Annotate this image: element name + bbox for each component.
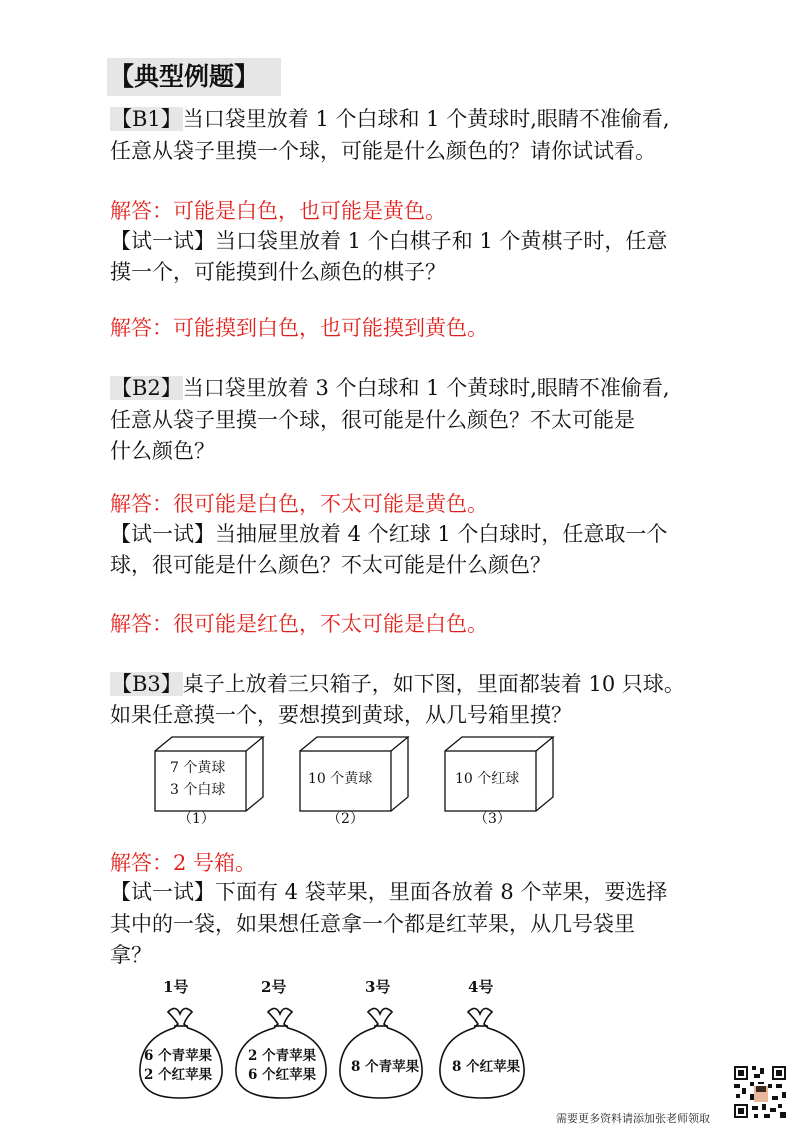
b2-question-line3: 什么颜色？ — [110, 439, 215, 463]
qr-code-icon — [732, 1064, 788, 1120]
box-1-line2: 3 个白球 — [170, 782, 226, 798]
b3-question-text1: 桌子上放着三只箱子，如下图，里面都装着 10 只球。 — [182, 672, 685, 696]
b3-tag: 【B3】 — [111, 672, 182, 696]
box-2-label: （2） — [327, 811, 364, 827]
bag-3 — [340, 1008, 422, 1098]
b2-question-line2: 任意从袋子里摸一个球，很可能是什么颜色？不太可能是 — [110, 408, 635, 432]
b3-question-line2: 如果任意摸一个，要想摸到黄球，从几号箱里摸？ — [110, 703, 572, 727]
b1-answer: 解答：可能是白色，也可能是黄色。 — [110, 199, 446, 223]
bag-3-line1: 8 个青苹果 — [351, 1059, 420, 1075]
footer-note: 需要更多资料请添加张老师领取 — [556, 1112, 710, 1125]
bag-2-line2: 6 个红苹果 — [248, 1067, 317, 1083]
b2-question-text1: 当口袋里放着 3 个白球和 1 个黄球时,眼睛不准偷看, — [182, 376, 670, 400]
b2-try-line1: 【试一试】当抽屉里放着 4 个红球 1 个白球时，任意取一个 — [110, 522, 668, 546]
bag-2-line1: 2 个青苹果 — [248, 1048, 317, 1064]
b1-try-answer: 解答：可能摸到白色，也可能摸到黄色。 — [110, 316, 488, 340]
bag-1-line1: 6 个青苹果 — [144, 1048, 213, 1064]
b1-question-text1: 当口袋里放着 1 个白球和 1 个黄球时,眼睛不准偷看, — [182, 107, 670, 131]
bag-1-number: 1号 — [163, 978, 189, 996]
b1-tag: 【B1】 — [111, 107, 182, 131]
b3-try-line2: 其中的一袋，如果想任意拿一个都是红苹果，从几号袋里 — [110, 912, 635, 936]
b1-try-line1: 【试一试】当口袋里放着 1 个白棋子和 1 个黄棋子时，任意 — [110, 229, 668, 253]
b1-question-line1 — [110, 104, 670, 134]
b3-try-line1: 【试一试】下面有 4 袋苹果，里面各放着 8 个苹果，要选择 — [110, 880, 668, 904]
b2-tag: 【B2】 — [111, 376, 182, 400]
b2-try-answer: 解答：很可能是红色，不太可能是白色。 — [110, 612, 488, 636]
b2-question-line1 — [110, 373, 670, 403]
b2-try-line2: 球，很可能是什么颜色？不太可能是什么颜色？ — [110, 553, 551, 577]
bag-3-number: 3号 — [365, 978, 391, 996]
box-3-line1: 10 个红球 — [455, 771, 520, 787]
bag-4-line1: 8 个红苹果 — [452, 1059, 521, 1075]
box-3-label: （3） — [474, 811, 511, 827]
b3-answer: 解答：2 号箱。 — [110, 851, 257, 875]
b1-try-line2: 摸一个，可能摸到什么颜色的棋子？ — [110, 260, 446, 284]
b3-question-line1 — [110, 669, 685, 699]
bag-4 — [440, 1008, 524, 1098]
bag-1-line2: 2 个红苹果 — [144, 1067, 213, 1083]
b1-question-line2: 任意从袋子里摸一个球，可能是什么颜色的？请你试试看。 — [110, 139, 656, 163]
box-1-label: （1） — [178, 811, 215, 827]
box-1-line1: 7 个黄球 — [170, 760, 226, 776]
bag-2-number: 2号 — [261, 978, 287, 996]
box-2-line1: 10 个黄球 — [308, 771, 373, 787]
bag-4-number: 4号 — [468, 978, 494, 996]
section-title: 【典型例题】 — [107, 58, 281, 96]
b3-try-line3: 拿？ — [110, 943, 152, 967]
b2-answer: 解答：很可能是白色，不太可能是黄色。 — [110, 492, 488, 516]
